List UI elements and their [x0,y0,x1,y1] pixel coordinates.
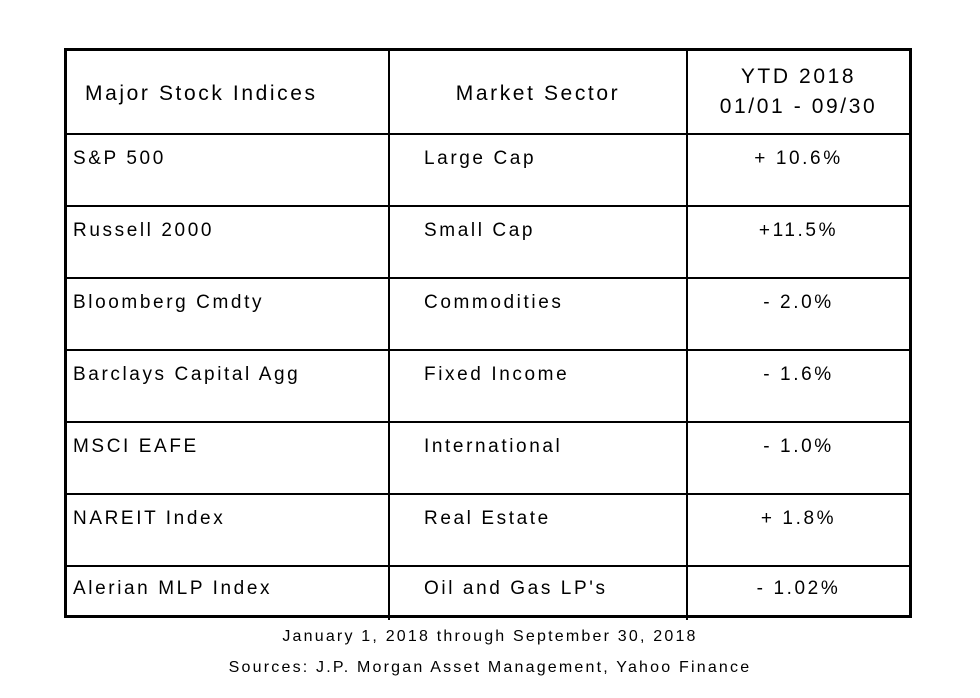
sources-caption: Sources: J.P. Morgan Asset Management, Yahoo Finance [228,659,752,676]
header-ytd [687,51,909,134]
table-row [67,566,909,620]
row-index-name: Barclays Capital Agg [67,350,389,422]
header-ytd-range: 01/01 - 09/30 [719,95,878,118]
row-index-name: MSCI EAFE [67,422,389,494]
date-range-caption: January 1, 2018 through September 30, 2018 [282,628,698,645]
table-body [67,134,909,620]
table-header [67,51,909,134]
table-row [67,422,909,494]
row-market-sector: Large Cap [389,134,687,206]
row-market-sector: Commodities [389,278,687,350]
row-index-name: Alerian MLP Index [67,566,389,620]
row-ytd-return: - 1.0% [687,422,909,494]
row-index-name: S&P 500 [67,134,389,206]
row-ytd-return: - 1.02% [756,578,841,599]
row-ytd-return: + 1.8% [687,494,909,566]
row-ytd-return: + 10.6% [687,134,909,206]
header-ytd-year: YTD 2018 [740,65,857,88]
row-market-sector: International [389,422,687,494]
row-index-name: NAREIT Index [67,494,389,566]
row-ytd-return: - 1.6% [687,350,909,422]
indices-table [67,51,909,620]
header-major-stock-indices: Major Stock Indices [67,51,389,134]
row-index-name: Bloomberg Cmdty [67,278,389,350]
row-index-name: Russell 2000 [67,206,389,278]
table-row [67,134,909,206]
table-row [67,206,909,278]
table-row [67,350,909,422]
header-row [67,51,909,134]
indices-table-frame [64,48,912,618]
row-market-sector: Oil and Gas LP's [389,566,687,620]
header-market-sector: Market Sector [389,51,687,134]
row-market-sector: Small Cap [389,206,687,278]
row-market-sector: Real Estate [389,494,687,566]
table-row [67,278,909,350]
row-ytd-return: - 2.0% [687,278,909,350]
row-market-sector: Fixed Income [389,350,687,422]
row-ytd-return: +11.5% [687,206,909,278]
table-row [67,494,909,566]
